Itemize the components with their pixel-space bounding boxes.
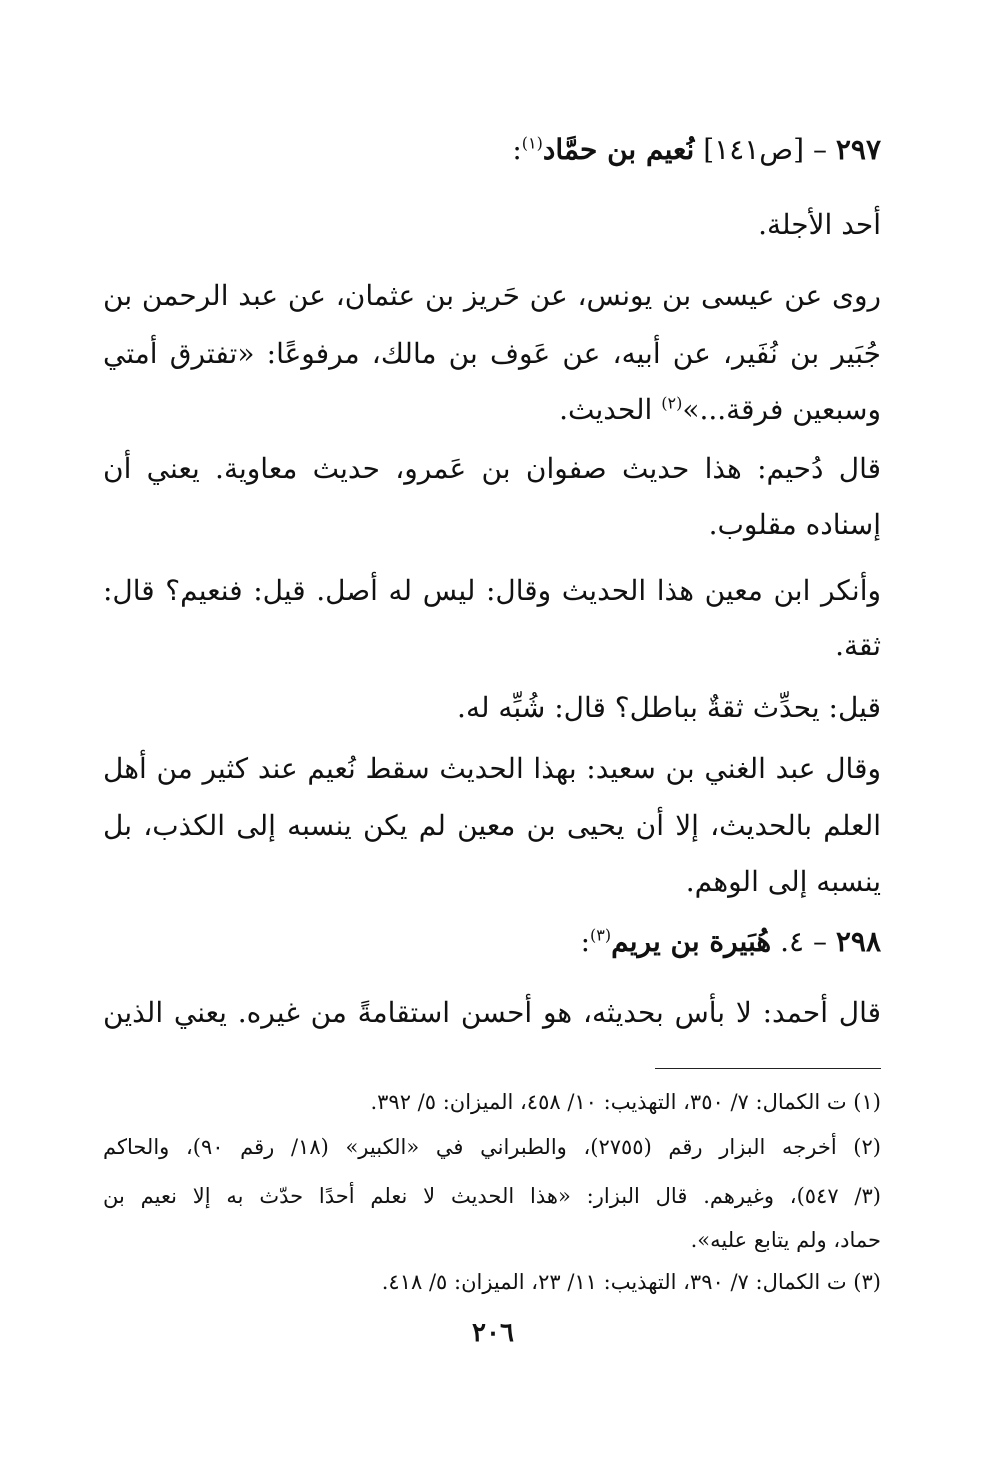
text-line	[559, 390, 881, 430]
text-line: قال أحمد: لا بأس بحديثه، هو أحسن استقامةً من غيره. يعني الذين	[103, 996, 881, 1029]
page-number: ٢٠٦	[472, 1318, 514, 1348]
entry-number: ٢٩٨	[835, 925, 881, 958]
entry-colon: :	[512, 133, 522, 166]
text-line: روى عن عيسى بن يونس، عن حَريز بن عثمان، عن عبد الرحمن بن	[103, 279, 881, 312]
text-line: ينسبه إلى الوهم.	[685, 865, 881, 898]
footnote-2-line-2: (٣/ ٥٤٧)، وغيرهم. قال البزار: «هذا الحديث لا نعلم أحدًا حدّث به إلا نعيم بن	[103, 1184, 881, 1208]
entry-297-heading	[512, 130, 881, 170]
entry-name: نُعيم بن حمَّاد	[542, 133, 695, 166]
footnote-ref: (٣)	[590, 925, 612, 945]
entry-separator: – ٤.	[771, 925, 836, 958]
text-line: ثقة.	[835, 629, 881, 662]
entry-colon: :	[580, 925, 591, 958]
text-line: وقال عبد الغني بن سعيد: بهذا الحديث سقط نُعيم عند كثير من أهل	[103, 752, 881, 785]
footnote-3: (٣) ت الكمال: ٧/ ٣٩٠، التهذيب: ١١/ ٢٣، الميزان: ٥/ ٤١٨.	[381, 1270, 881, 1294]
footnote-ref: (٢)	[661, 393, 683, 413]
text-line: العلم بالحديث، إلا أن يحيى بن معين لم يكن ينسبه إلى الكذب، بل	[103, 809, 881, 842]
entry-name: هُبَيرة بن يريم	[611, 925, 772, 958]
footnote-2-line-1: (٢) أخرجه البزار رقم (٢٧٥٥)، والطبراني في «الكبير» (١٨/ رقم ٩٠)، والحاكم	[103, 1135, 881, 1159]
text-line: إسناده مقلوب.	[708, 508, 881, 541]
text-fragment: الحديث.	[559, 393, 662, 426]
text-line: أحد الأجلة.	[758, 208, 881, 241]
text-line: جُبَير بن نُفَير، عن أبيه، عن عَوف بن مالك، مرفوعًا: «تفترق أمتي	[103, 337, 881, 370]
text-fragment: وسبعين فرقة...»	[682, 393, 881, 426]
entry-298-heading	[581, 922, 881, 962]
text-line: قال دُحيم: هذا حديث صفوان بن عَمرو، حديث معاوية. يعني أن	[103, 452, 881, 485]
footnote-1: (١) ت الكمال: ٧/ ٣٥٠، التهذيب: ١٠/ ٤٥٨، الميزان: ٥/ ٣٩٢.	[370, 1090, 881, 1114]
footnote-ref: (١)	[521, 133, 543, 153]
entry-page-ref: – [ص١٤١]	[694, 133, 836, 166]
entry-number: ٢٩٧	[835, 133, 881, 166]
text-line: قيل: يحدِّث ثقةٌ بباطل؟ قال: شُبِّه له.	[457, 691, 881, 724]
footnote-divider	[655, 1068, 881, 1069]
text-line: وأنكر ابن معين هذا الحديث وقال: ليس له أصل. قيل: فنعيم؟ قال:	[103, 574, 881, 607]
footnote-2-line-3: حماد، ولم يتابع عليه».	[690, 1228, 881, 1252]
